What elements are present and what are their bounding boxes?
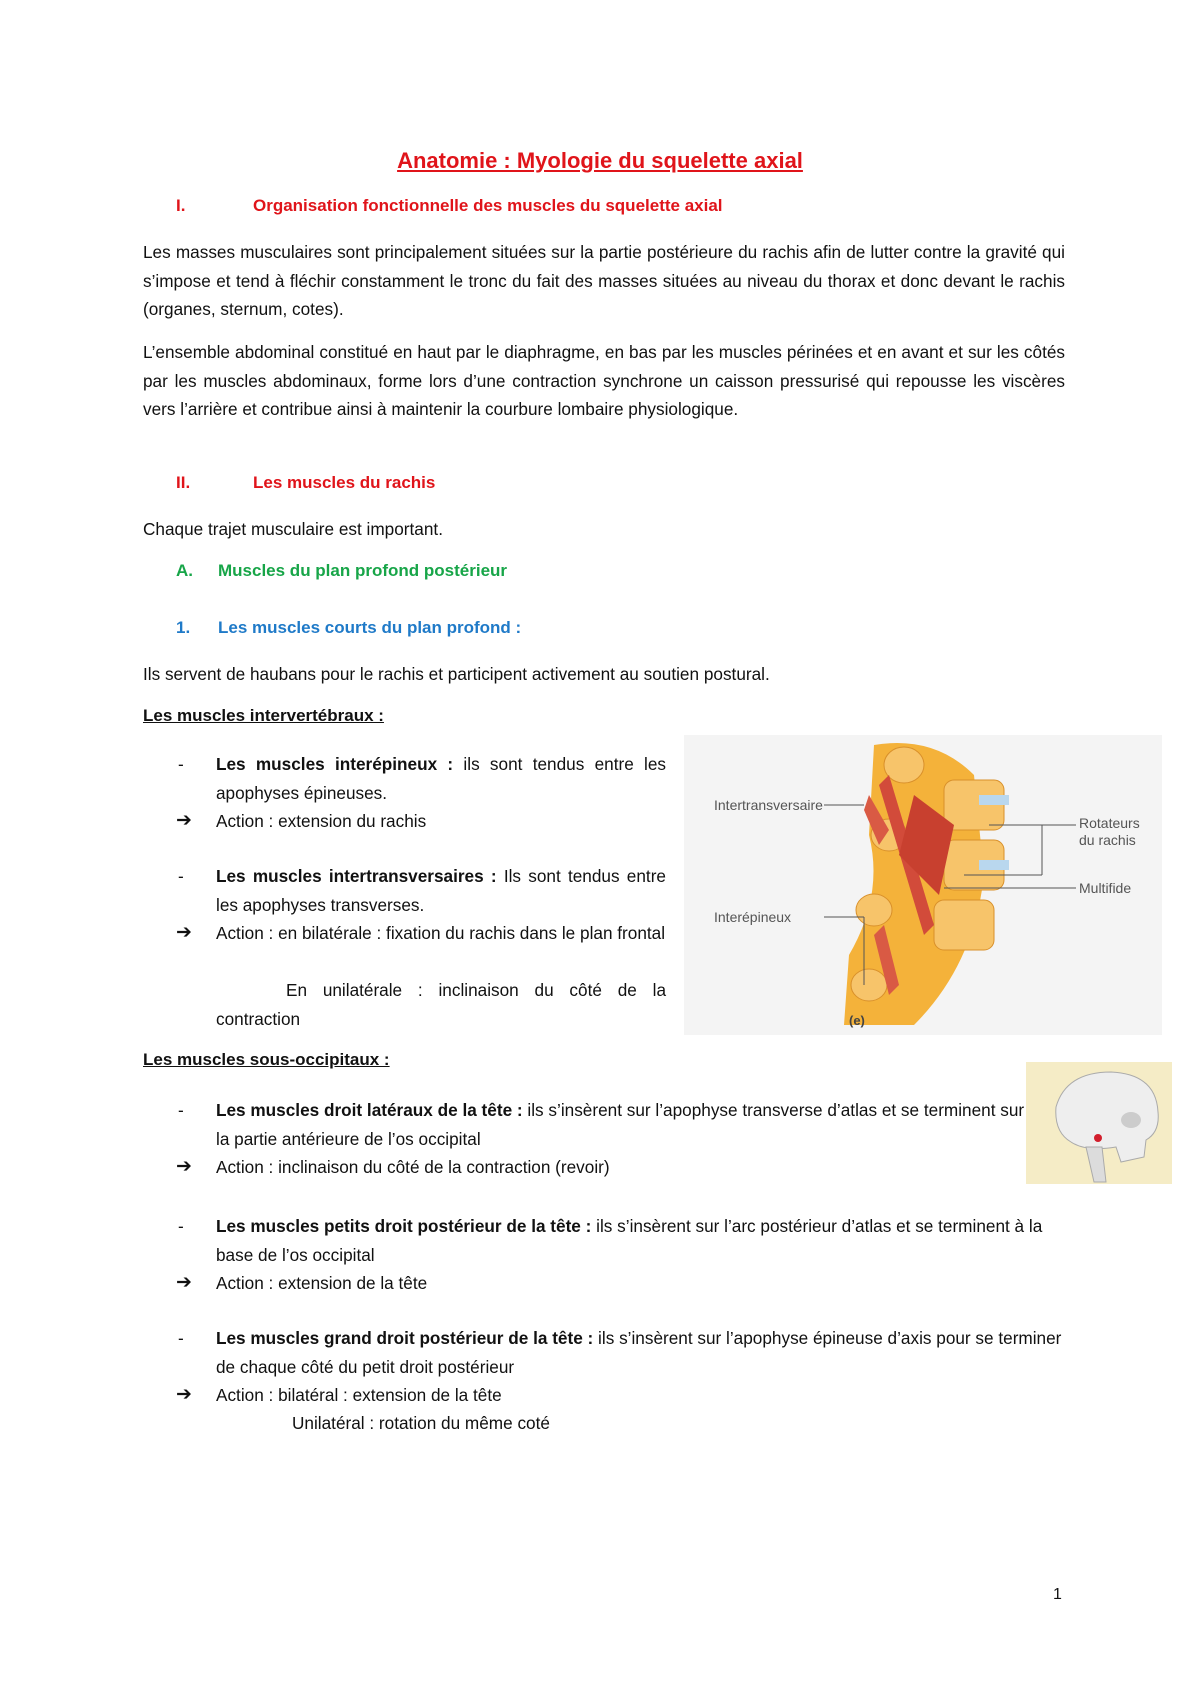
list-item-term: Les muscles petits droit postérieur de la tête :	[216, 1216, 592, 1236]
paragraph-3: Chaque trajet musculaire est important.	[143, 519, 443, 539]
action-intertransversaires: Action : en bilatérale : fixation du rachis dans le plan frontal	[216, 923, 666, 943]
subheading-sous-occipitaux: Les muscles sous-occipitaux :	[143, 1050, 390, 1069]
list-dash: -	[178, 1328, 184, 1348]
section-title: Organisation fonctionnelle des muscles du squelette axial	[253, 196, 723, 215]
list-item-term: Les muscles droit latéraux de la tête :	[216, 1100, 523, 1120]
paragraph-2: L’ensemble abdominal constitué en haut par le diaphragme, en bas par les muscles périnées et en avant et sur les côtés par les muscles abdominaux, forme lors d’une contraction synchrone un caisson pressurisé qui repousse les viscères vers l’arrière et contribue ainsi à maintenir la courbure lombaire physiologique.	[143, 342, 1065, 419]
subsection-title: Muscles du plan profond postérieur	[218, 561, 508, 580]
label-e: (e)	[849, 1013, 865, 1028]
action-intertransversaires-unilateral: En unilatérale : inclinaison du côté de la contraction	[216, 980, 666, 1029]
action-grand-droit-posterieur: Action : bilatéral : extension de la tête	[216, 1385, 502, 1405]
skull-figure	[1026, 1062, 1172, 1184]
label-rotateurs: Rotateurs	[1079, 815, 1140, 831]
list-item-petits-droit-posterieur	[216, 1212, 1066, 1269]
list-dash: -	[178, 866, 184, 886]
arrow-icon: ➔	[176, 1272, 192, 1293]
list-item-interepineux	[216, 750, 666, 807]
label-intertransversaire: Intertransversaire	[714, 797, 823, 813]
page-title: Anatomie : Myologie du squelette axial	[397, 148, 803, 173]
list-item-droit-lateraux	[216, 1096, 1026, 1153]
arrow-icon: ➔	[176, 922, 192, 943]
section-number: I.	[176, 196, 186, 215]
spine-illustration	[684, 735, 1162, 1035]
list-item-intertransversaires	[216, 862, 666, 919]
arrow-icon: ➔	[176, 1384, 192, 1405]
action-droit-lateraux: Action : inclinaison du côté de la contraction (revoir)	[216, 1157, 610, 1177]
list-dash: -	[178, 754, 184, 774]
subsubsection-title: Les muscles courts du plan profond :	[218, 618, 522, 637]
list-item-term: Les muscles grand droit postérieur de la tête :	[216, 1328, 594, 1348]
action-petits-droit-posterieur: Action : extension de la tête	[216, 1273, 428, 1293]
arrow-icon: ➔	[176, 1156, 192, 1177]
section-number: II.	[176, 473, 191, 492]
page-number: 1	[1053, 1586, 1062, 1603]
list-item-text: ils s’insèrent sur l’apophyse transverse d’atlas et se terminent sur la partie antérieure de l’os occipital	[216, 1100, 1025, 1149]
paragraph-4: Ils servent de haubans pour le rachis et participent activement au soutien postural.	[143, 664, 770, 684]
subsubsection-number: 1.	[176, 618, 191, 637]
label-du-rachis: du rachis	[1079, 832, 1136, 848]
list-item-grand-droit-posterieur	[216, 1324, 1066, 1381]
list-item-term: Les muscles interépineux :	[216, 754, 454, 774]
list-item-text: ils s’insèrent sur l’apophyse épineuse d’axis pour se terminer de chaque côté du petit droit postérieur	[216, 1328, 1062, 1377]
action-interepineux: Action : extension du rachis	[216, 811, 427, 831]
list-item-text: Ils sont tendus entre les apophyses transverses.	[216, 866, 666, 915]
list-item-text: ils s’insèrent sur l’arc postérieur d’atlas et se terminent à la base de l’os occipital	[216, 1216, 1043, 1265]
subsection-number: A.	[176, 561, 193, 580]
spine-muscles-figure	[684, 735, 1162, 1035]
list-item-term: Les muscles intertransversaires :	[216, 866, 497, 886]
label-multifide: Multifide	[1079, 880, 1132, 896]
skull-illustration	[1026, 1062, 1172, 1184]
list-dash: -	[178, 1216, 184, 1236]
subheading-intervertebraux: Les muscles intervertébraux :	[143, 706, 384, 725]
section-title: Les muscles du rachis	[253, 473, 436, 492]
label-interepineux: Interépineux	[714, 909, 792, 925]
list-dash: -	[178, 1100, 184, 1120]
list-item-text: ils sont tendus entre les apophyses épineuses.	[216, 754, 666, 803]
arrow-icon: ➔	[176, 810, 192, 831]
paragraph-1: Les masses musculaires sont principalement situées sur la partie postérieure du rachis afin de lutter contre la gravité qui s’impose et tend à fléchir constamment le tronc du fait des masses situées au niveau du thorax et donc devant le rachis (organes, sternum, cotes).	[143, 242, 1065, 319]
action-grand-droit-unilateral: Unilatéral : rotation du même coté	[292, 1413, 550, 1433]
